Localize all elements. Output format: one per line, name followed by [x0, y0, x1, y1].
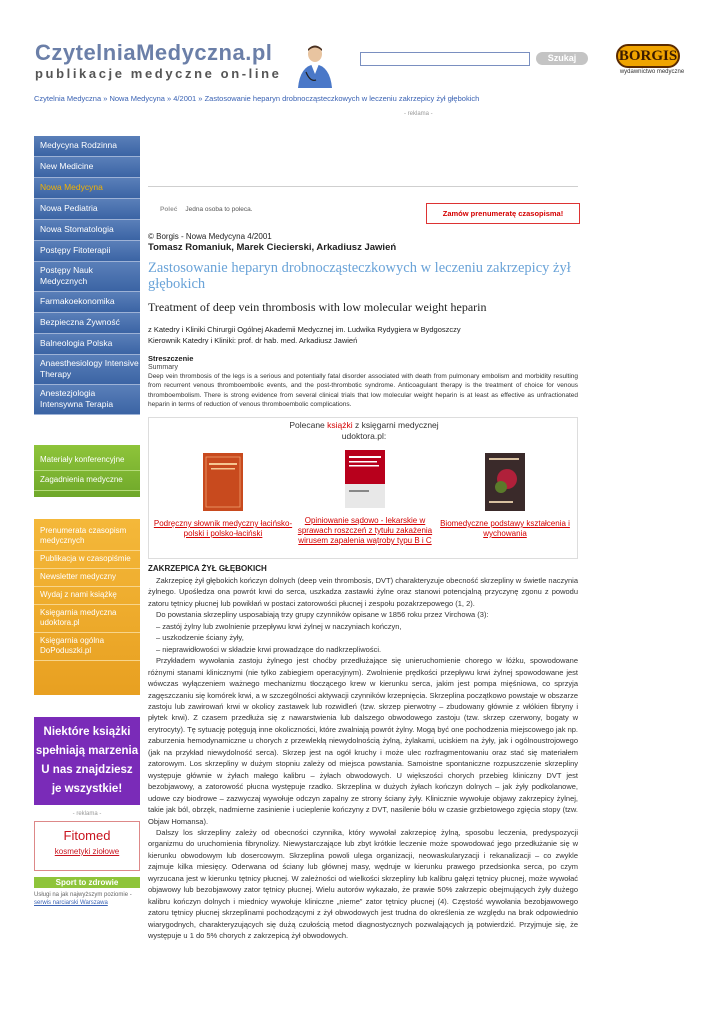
borgis-tagline: wydawnictwo medyczne: [619, 69, 685, 75]
promo-line: je wszystkie!: [51, 783, 123, 795]
article-header: [148, 186, 578, 410]
affiliation-line: Kierownik Katedry i Kliniki: prof. dr hab. med. Arkadiusz Jawień: [148, 336, 358, 345]
sidebar-item-ksiegarnia-medyczna[interactable]: Księgarnia medyczna udoktora.pl: [34, 605, 140, 633]
article-title: Zastosowanie heparyn drobnocząsteczkowych w leczeniu zakrzepicy żył głębokich: [148, 260, 571, 292]
promo-line: U nas znajdziesz: [41, 764, 133, 776]
sidebar: [34, 136, 140, 907]
sidebar-item-zagadnienia-medyczne[interactable]: Zagadnienia medyczne: [34, 471, 140, 491]
sidebar-item-bezpieczna-zywnosc[interactable]: Bezpieczna Żywność: [34, 313, 140, 334]
book-cover[interactable]: [477, 453, 533, 511]
ad-label: - reklama -: [72, 811, 102, 817]
sidebar-item-ksiegarnia-ogolna[interactable]: Księgarnia ogólna DoPoduszki.pl: [34, 633, 140, 661]
book-cover[interactable]: [337, 450, 393, 508]
affiliation: [148, 324, 578, 346]
books-heading-store: udoktora.pl:: [341, 431, 387, 441]
sidebar-item-nowa-stomatologia[interactable]: Nowa Stomatologia: [34, 220, 140, 241]
article-authors: Tomasz Romaniuk, Marek Ciecierski, Arkadiusz Jawień: [148, 242, 397, 253]
orange-menu: [34, 519, 140, 695]
sport-text: [34, 891, 140, 907]
recommended-books: [148, 417, 578, 559]
search-button[interactable]: Szukaj: [536, 52, 588, 65]
sidebar-item-balneologia-polska[interactable]: Balneologia Polska: [34, 334, 140, 355]
subscribe-button[interactable]: Zamów prenumeratę czasopisma!: [426, 203, 580, 224]
paragraph: Dalszy los skrzepliny zależy od obecności czynnika, który wywołał zakrzepicę żylną, sposobu leczenia, predyspozycji organizmu do uruchomienia fibrynolizy. Niewystarczające lub zbyt krótkie leczenie może spowodować jego przedłużanie się w kierunku obwodowym lub dosercowym. Skrzeplina powoli ulega organizacji, neowaskularyzacji i rekanalizacji – co zwykle zajmuje kilka miesięcy. Oderwana od ściany lub głównej masy, wędruje w kierunku prawego przedsionka serca, po czym wyrzucana jest w kierunku tętnicy płucnej. W zależności od wielkości skrzepliny lub kalibru gałęzi tętnicy płucnej, może wywołać objawowy lub bezobjawowy zator tętnicy płucnej. Wielu autorów wykazało, że prawie 50% zakrzepic obejmujących żyły dużego kalibru kończyn dolnych i miednicy wywołuje kliniczne „nieme” zator tętnicy płucnej (4). Częstość wywołania bezobjawowego zatoru tętnicy płucnej skrzeplinami pochodzącymi z żył obwodowych jest trudna do określenia ze względu na brak odpowiednio wiarygodnych, charakteryzujących się dużą czułością metod diagnostycznych pozwalających ją potwierdzić. Przyjmuje się, że występuje u 1 do 5% chorych z zakrzepicą żył obwodowych.: [148, 827, 578, 941]
sport-heading: Sport to zdrowie: [34, 877, 140, 888]
doctor-illustration: [292, 42, 338, 88]
breadcrumb-current[interactable]: Zastosowanie heparyn drobnocząsteczkowych w leczeniu zakrzepicy żył głębokich: [204, 94, 480, 103]
paragraph: Do powstania skrzepliny usposabiają trzy grupy czynników opisane w 1856 roku przez Virchowa (3):: [156, 610, 489, 620]
logo-title: CzytelniaMedyczna.pl: [35, 40, 273, 65]
sidebar-item-nowa-pediatria[interactable]: Nowa Pediatria: [34, 199, 140, 220]
fitomed-ad[interactable]: [34, 821, 140, 871]
sidebar-item-wydaj-ksiazke[interactable]: Wydaj z nami książkę: [34, 587, 140, 605]
sidebar-item-prenumerata[interactable]: Prenumerata czasopism medycznych: [34, 523, 140, 551]
breadcrumb-link[interactable]: 4/2001: [173, 94, 197, 103]
sidebar-item-medycyna-rodzinna[interactable]: Medycyna Rodzinna: [34, 136, 140, 157]
article-source: © Borgis - Nowa Medycyna 4/2001: [148, 232, 272, 241]
book-item[interactable]: [295, 450, 435, 546]
breadcrumb-separator: »: [101, 94, 110, 103]
search-input[interactable]: [360, 52, 530, 66]
sidebar-item-newsletter[interactable]: Newsletter medyczny: [34, 569, 140, 587]
list-item: – zastój żylny lub zwolnienie przepływu krwi żylnej w naczyniach kończyn,: [156, 621, 402, 631]
book-promo-banner[interactable]: [34, 717, 140, 805]
abstract-heading: Streszczenie: [148, 354, 194, 363]
books-link[interactable]: książki: [327, 420, 353, 430]
borgis-logo[interactable]: [612, 44, 692, 80]
book-cover[interactable]: [195, 453, 251, 511]
sidebar-item-publikacja[interactable]: Publikacja w czasopiśmie: [34, 551, 140, 569]
recommend-row: [148, 187, 578, 227]
sport-link[interactable]: serwis narciarski Warszawa: [34, 900, 108, 906]
breadcrumb-link[interactable]: Nowa Medycyna: [109, 94, 165, 103]
book-title[interactable]: Biomedyczne podstawy kształcenia i wychowania: [440, 519, 570, 538]
section-heading: ZAKRZEPICA ŻYŁ GŁĘBOKICH: [148, 564, 267, 573]
article-title-english: Treatment of deep vein thrombosis with low molecular weight heparin: [148, 300, 487, 314]
book-title[interactable]: Opiniowanie sądowo - lekarskie w sprawach roszczeń z tytułu zakażenia wirusem zapalenia wątroby typu B i C: [297, 516, 433, 545]
site-logo[interactable]: [35, 42, 281, 81]
sidebar-item-farmakoekonomika[interactable]: Farmakoekonomika: [34, 292, 140, 313]
promo-line: Niektóre książki: [43, 726, 131, 738]
list-item: – uszkodzenie ściany żyły,: [156, 633, 244, 643]
recommend-info: [160, 206, 253, 213]
breadcrumb: [34, 94, 479, 103]
books-heading-text: Polecane: [289, 420, 325, 430]
sidebar-item-materialy-konferencyjne[interactable]: Materiały konferencyjne: [34, 451, 140, 471]
sport-description: Usługi na jak najwyższym poziomie -: [34, 892, 132, 898]
sidebar-item-postepy-nauk-medycznych[interactable]: Postępy Nauk Medycznych: [34, 262, 140, 292]
sidebar-item-new-medicine[interactable]: New Medicine: [34, 157, 140, 178]
breadcrumb-separator: »: [196, 94, 205, 103]
list-item: – nieprawidłowości w składzie krwi prowadzące do nadkrzepliwości.: [156, 644, 382, 654]
fitomed-name: Fitomed: [63, 828, 111, 843]
paragraph: Zakrzepicę żył głębokich kończyn dolnych (deep vein thrombosis, DVT) charakteryzuje obecność skrzepliny w świetle naczynia żylnego. Upośledza ona powrót krwi do serca, uszkadza zastawki żylne oraz stanowi potencjalną przyczynę zgonu z powodu zatoru tętnicy płucnej lub powikłań w postaci zatorowości płucnej i zespołu pozakrzepowego (1, 2).: [148, 576, 578, 608]
site-header: [0, 0, 725, 90]
sidebar-item-anestezjologia[interactable]: Anestezjologia Intensywna Terapia: [34, 385, 140, 415]
breadcrumb-link[interactable]: Czytelnia Medyczna: [34, 94, 102, 103]
books-heading-text: z księgarni medycznej: [355, 420, 439, 430]
sidebar-item-nowa-medycyna[interactable]: Nowa Medycyna: [34, 178, 140, 199]
logo-tagline: publikacje medyczne on-line: [35, 66, 282, 81]
affiliation-line: z Katedry i Kliniki Chirurgii Ogólnej Akademii Medycznej im. Ludwika Rydygiera w Bydgoszczy: [148, 325, 461, 334]
paragraph: Przykładem wywołania zastoju żylnego jest choćby przedłużające się unieruchomienie chorego w łóżku, spowodowane różnymi stanami klinicznymi (nie tylko zabiegiem operacyjnym). Zwolnienie prędkości przepływu krwi żylnej spowodowane jest wówczas wyłączeniem ważnego mechanizmu tłoczącego krew w kierunku serca, jakim jest pompa mięśniowa, co sprzyja zagęszczaniu się komórek krwi, a w szczególności aktywacji czynników krzepnięcia. Skrzeplina początkowo powstaje w obszarze zastoju lub zawirowań krwi w okolicy zastawek lub rozwidleń (tzw. skrzep pierwotny – zbudowany głównie z włókien fibryny i płytek krwi). Z czasem przedłuża się z nawarstwienia lub dalszego obwodowego zastoju (tzw. skrzep czerwony, bogaty w erytrocyty). Tę sytuację potęgują inne okoliczności, które zwalniają powrót żylny. Mogą być one pochodzenia miejscowego jak np. zaburzenia hemodynamiczne u chorych z przewlekłą niewydolnością żylną, żylakami, uciskiem na żyły, jak i ogólnoustrojowego (jak na przykład niewydolność serca). Skrzep jest na ogół kruchy i może ulec rozfragmentowaniu oraz stać się materiałem zatorowym. Los skrzepliny w dużym stopniu zależy od miejsca powstania. Samoistne spontaniczne rozpuszczenie skrzepliny występuje głównie w żyłach małego kalibru – żyłach obwodowych. U większości chorych przebieg kliniczny DVT jest bezobjawowy, a zatorowość płucna występuje rzadko. Skrzeplina w dużych żyłach kończyn dolnych – jak żyły podkolanowe, udowe czy biodrowe – zazwyczaj wywołuje odczyn zapalny ze strony ściany żyły. Klinicznie wywołuje objawy zakrzepicy żylnej, takie jak ból, obrzęk, nadmierne zasinienie i ucieplenie kończyny z DVT, nasilenie bólu w czasie grzbietowego zgięcia stopy (tzw. Objaw Homansa).: [148, 656, 578, 826]
books-heading: [149, 420, 579, 442]
book-item[interactable]: [435, 453, 575, 539]
green-menu: [34, 445, 140, 497]
article-body: [148, 564, 578, 942]
borgis-badge: BORGIS: [616, 44, 680, 68]
breadcrumb-separator: »: [164, 94, 174, 103]
fitomed-link[interactable]: kosmetyki ziołowe: [54, 847, 120, 856]
book-item[interactable]: [153, 453, 293, 539]
recommend-button[interactable]: Poleć: [160, 206, 178, 213]
abstract-subheading: Summary: [148, 364, 178, 371]
recommend-count: Jedna osoba to poleca.: [185, 206, 253, 213]
sidebar-item-anaesthesiology[interactable]: Anaesthesiology Intensive Therapy: [34, 355, 140, 385]
abstract-text: Deep vein thrombosis of the legs is a serious and potentially fatal disorder associated with death from pulmonary embolism and morbidity resulting from recurrent venous thromboembolic events, and the post-thrombotic syndrome. Anticoagulant therapy is the treatment of choice for venous thromboembolism. There is strong evidence from several clinical trials that low molecular weight heparin is at least as effective as unfractionated heparin in terms of reduction of venous thromboembolic complications.: [148, 373, 578, 409]
sidebar-item-postepy-fitoterapii[interactable]: Postępy Fitoterapii: [34, 241, 140, 262]
book-title[interactable]: Podręczny słownik medyczny łacińsko-polski i polsko-łaciński: [153, 519, 293, 538]
ad-label: - reklama -: [404, 111, 433, 117]
promo-line: spełniają marzenia: [35, 745, 139, 757]
